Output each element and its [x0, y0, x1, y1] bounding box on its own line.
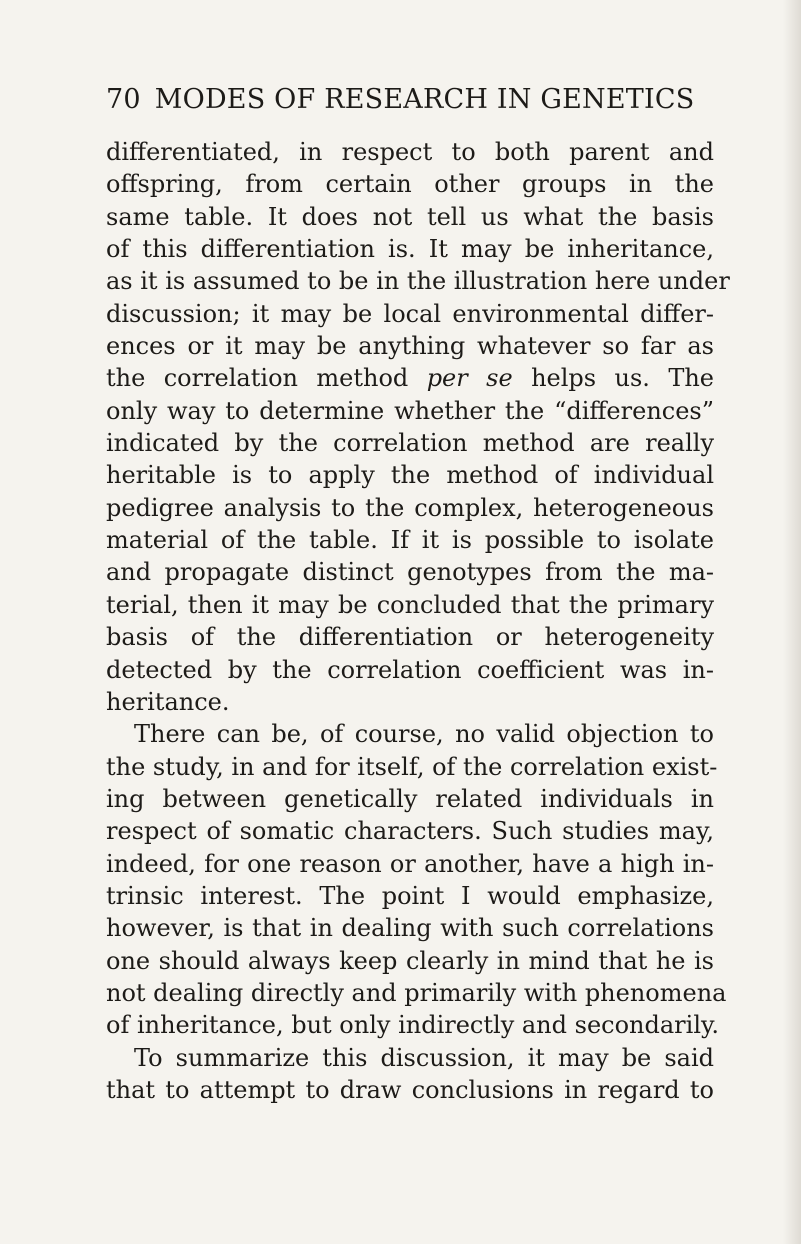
text-line: ences or it may be anything whatever so far as — [106, 332, 714, 361]
text-line: detected by the correlation coefficient was in- — [106, 655, 714, 684]
text-line: only way to determine whether the “differences” — [106, 396, 714, 425]
text-segment: helps us. The — [512, 364, 715, 393]
running-header — [106, 84, 696, 116]
body-text — [106, 136, 730, 1106]
text-line: basis of the differentiation or heterogeneity — [106, 623, 714, 652]
text-line: terial, then it may be concluded that the primary — [106, 590, 714, 619]
text-line: however, is that in dealing with such correlations — [106, 914, 714, 943]
text-line: trinsic interest. The point I would emphasize, — [106, 881, 714, 910]
text-line: as it is assumed to be in the illustration here under — [106, 267, 730, 296]
text-line: offspring, from certain other groups in the — [106, 170, 714, 199]
text-line: one should always keep clearly in mind that he is — [106, 946, 714, 975]
text-line: material of the table. If it is possible to isolate — [106, 526, 714, 555]
page-number: 70 — [106, 84, 141, 115]
text-line: that to attempt to draw conclusions in regard to — [106, 1075, 714, 1104]
text-line: of inheritance, but only indirectly and secondarily. — [106, 1011, 719, 1040]
text-segment: the correlation method — [106, 364, 427, 393]
running-title: MODES OF RESEARCH IN GENETICS — [154, 84, 695, 115]
text-line: not dealing directly and primarily with phenomena — [106, 978, 727, 1007]
text-line: and propagate distinct genotypes from the ma- — [106, 558, 714, 587]
text-line: heritance. — [106, 687, 230, 716]
text-line: of this differentiation is. It may be inheritance, — [106, 235, 714, 264]
paragraph — [106, 1042, 714, 1107]
text-line: There can be, of course, no valid objection to — [134, 720, 714, 749]
text-line — [106, 362, 714, 394]
text-line: discussion; it may be local environmental differ- — [106, 299, 714, 328]
text-line: indeed, for one reason or another, have a high in- — [106, 849, 714, 878]
text-line: same table. It does not tell us what the basis — [106, 202, 714, 231]
paragraph — [106, 136, 730, 718]
text-line: the study, in and for itself, of the correlation exist- — [106, 752, 718, 781]
page-edge-shadow — [783, 0, 801, 1244]
text-line: differentiated, in respect to both parent and — [106, 138, 714, 166]
text-line: pedigree analysis to the complex, heterogeneous — [106, 493, 714, 522]
text-line: respect of somatic characters. Such studies may, — [106, 817, 714, 846]
italic-term: per se — [426, 364, 513, 393]
paragraph — [106, 718, 727, 1041]
text-line: heritable is to apply the method of individual — [106, 461, 714, 490]
text-line: To summarize this discussion, it may be said — [134, 1043, 714, 1072]
text-line: indicated by the correlation method are really — [106, 429, 714, 458]
text-line: ing between genetically related individuals in — [106, 784, 714, 813]
